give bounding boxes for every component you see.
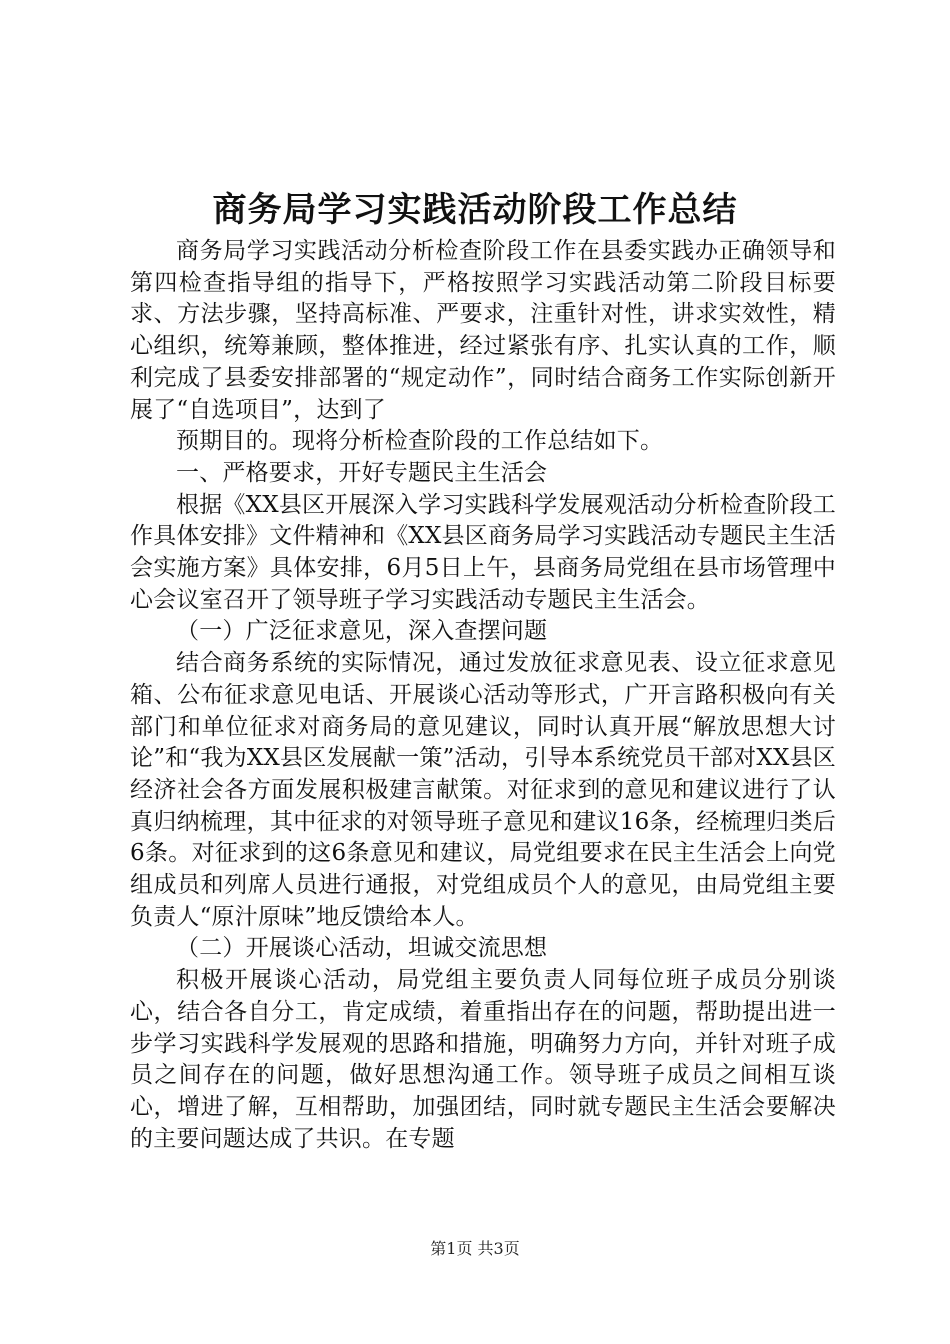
paragraph-subsection-2: 积极开展谈心活动，局党组主要负责人同每位班子成员分别谈心，结合各自分工，肯定成绩，着重指出存在的问题，帮助提出进一步学习实践科学发展观的思路和措施，明确努力方向，并针对班子成员之间存在的问题，做好思想沟通工作。领导班子成员之间相互谈心，增进了解，互相帮助，加强团结，同时就专题民主生活会要解决的主要问题达成了共识。在专题 bbox=[130, 967, 836, 1152]
paragraph-intro: 商务局学习实践活动分析检查阶段工作在县委实践办正确领导和第四检查指导组的指导下，严格按照学习实践活动第二阶段目标要求、方法步骤，坚持高标准、严要求，注重针对性，讲求实效性，精心组织，统筹兼顾，整体推进，经过紧张有序、扎实认真的工作，顺利完成了县委安排部署的“规定动作”，同时结合商务工作实际创新开展了“自选项目”，达到了 bbox=[130, 238, 836, 423]
document-body bbox=[130, 236, 836, 1155]
page-number-footer: 第1页 共3页 bbox=[430, 1239, 520, 1258]
subsection-heading-1: （一）广泛征求意见，深入查摆问题 bbox=[176, 618, 548, 645]
document-title: 商务局学习实践活动阶段工作总结 bbox=[212, 190, 738, 230]
paragraph-subsection-1: 结合商务系统的实际情况，通过发放征求意见表、设立征求意见箱、公布征求意见电话、开展谈心活动等形式，广开言路积极向有关部门和单位征求对商务局的意见建议，同时认真开展“解放思想大讨论”和“我为XX县区发展献一策”活动，引导本系统党员干部对XX县区经济社会各方面发展积极建言献策。对征求到的意见和建议进行了认真归纳梳理，其中征求的对领导班子意见和建议16条，经梳理归类后6条。对征求到的这6条意见和建议，局党组要求在民主生活会上向党组成员和列席人员进行通报，对党组成员个人的意见，由局党组主要负责人“原汁原味”地反馈给本人。 bbox=[130, 650, 836, 930]
paragraph-section-1: 根据《XX县区开展深入学习实践科学发展观活动分析检查阶段工作具体安排》文件精神和《XX县区商务局学习实践活动专题民主生活会实施方案》具体安排，6月5日上午，县商务局党组在县市场管理中心会议室召开了领导班子学习实践活动专题民主生活会。 bbox=[130, 491, 836, 613]
section-heading-1: 一、严格要求，开好专题民主生活会 bbox=[176, 459, 548, 486]
paragraph-intro-continued: 预期目的。现将分析检查阶段的工作总结如下。 bbox=[176, 428, 664, 455]
subsection-heading-2: （二）开展谈心活动，坦诚交流思想 bbox=[176, 935, 548, 962]
